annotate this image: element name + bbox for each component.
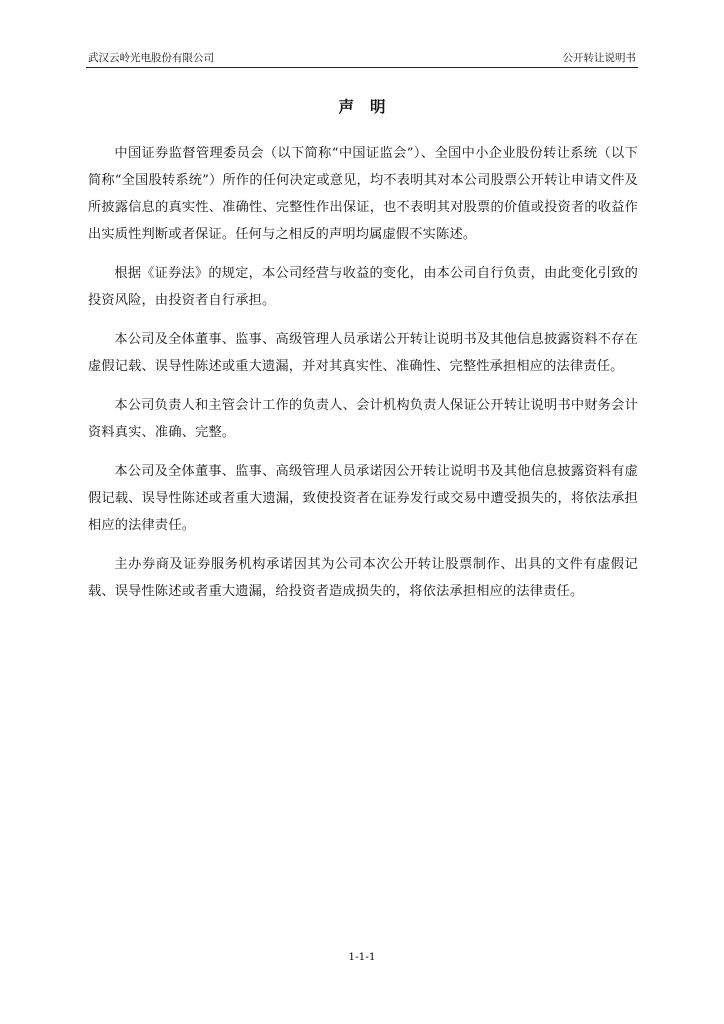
- page-number: 1-1-1: [348, 951, 376, 963]
- paragraph-board-commitment: 本公司及全体董事、监事、高级管理人员承诺公开转让说明书及其他信息披露资料不存在虚假记载、误导性陈述或重大遗漏，并对其真实性、准确性、完整性承担相应的法律责任。: [88, 332, 638, 374]
- paragraph-liability-commitment: 本公司及全体董事、监事、高级管理人员承诺因公开转让说明书及其他信息披露资料有虚假记载、误导性陈述或者重大遗漏，致使投资者在证券发行或交易中遭受损失的，将依法承担相应的法律责任。: [88, 464, 638, 533]
- paragraph-broker-commitment: 主办券商及证券服务机构承诺因其为公司本次公开转让股票制作、出具的文件有虚假记载、误导性陈述或者重大遗漏，给投资者造成损失的，将依法承担相应的法律责任。: [88, 557, 638, 599]
- header-document-type: 公开转让说明书: [562, 52, 636, 64]
- page-title: 声明: [338, 97, 402, 116]
- header-company-name: 武汉云岭光电股份有限公司: [88, 52, 214, 64]
- paragraph-regulator-disclaimer: 中国证券监督管理委员会（以下简称“中国证监会”）、全国中小企业股份转让系统（以下简称“全国股转系统”）所作的任何决定或意见，均不表明其对本公司股票公开转让申请文件及所披露信息的真实性、准确性、完整性作出保证，也不表明其对股票的价值或投资者的收益作出实质性判断或者保证。任何与之相反的声明均属虚假不实陈述。: [88, 146, 638, 242]
- page-header: [86, 51, 638, 68]
- paragraph-financial-guarantee: 本公司负责人和主管会计工作的负责人、会计机构负责人保证公开转让说明书中财务会计资料真实、准确、完整。: [88, 398, 638, 440]
- paragraph-investment-risk: 根据《证券法》的规定，本公司经营与收益的变化，由本公司自行负责，由此变化引致的投资风险，由投资者自行承担。: [88, 266, 638, 308]
- declaration-body: [88, 140, 638, 617]
